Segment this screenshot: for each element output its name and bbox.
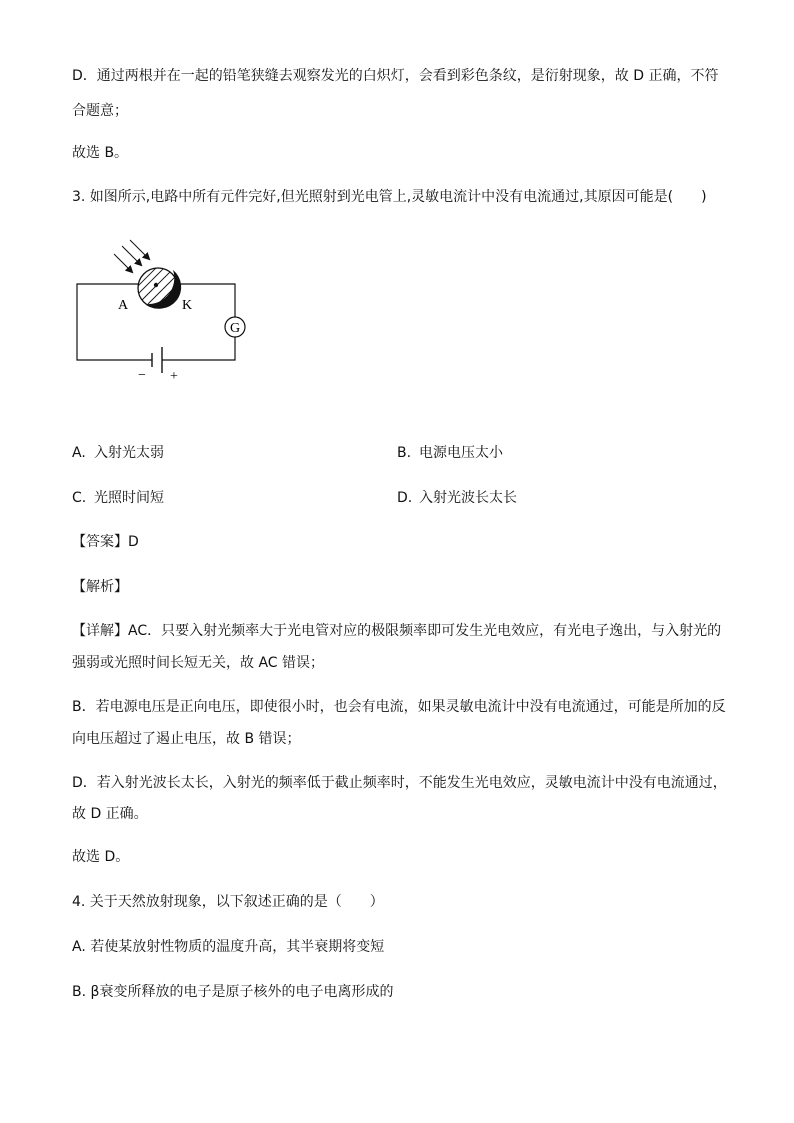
battery-minus-label: − [138, 368, 146, 383]
option-text: 入射光波长太长 [419, 490, 517, 506]
q3-choose: 故选 D。 [72, 849, 130, 865]
anode-label: A [118, 298, 129, 313]
prev-option-d-line2: 合题意； [72, 103, 128, 119]
q3-option-c [72, 488, 164, 508]
battery-icon [152, 347, 162, 373]
q3-detail-1b: 强弱或光照时间长短无关，故 AC 错误； [72, 655, 325, 671]
option-text: 电源电压太小 [419, 445, 503, 461]
option-letter: C. [72, 490, 87, 506]
option-letter: A. [72, 445, 86, 461]
q3-option-a [72, 443, 164, 463]
option-text: 入射光太弱 [94, 445, 164, 461]
option-letter: D. [397, 490, 413, 506]
phototube-icon [136, 258, 181, 309]
prev-choose: 故选 B。 [72, 145, 129, 161]
q4-option-b: B. β衰变所释放的电子是原子核外的电子电离形成的 [72, 984, 394, 1000]
q3-detail-3a: D．若入射光波长太长，入射光的频率低于截止频率时，不能发生光电效应，灵敏电流计中没有电流通过， [72, 775, 727, 791]
galvanometer-label: G [229, 321, 241, 336]
q4-option-a: A. 若使某放射性物质的温度升高，其半衰期将变短 [72, 939, 385, 955]
battery-plus-label: + [170, 369, 178, 384]
prev-option-d-line1: D．通过两根并在一起的铅笔狭缝去观察发光的白炽灯，会看到彩色条纹，是衍射现象，故 D 正确，不符 [72, 68, 719, 84]
q3-detail-3b: 故 D 正确。 [72, 806, 148, 822]
option-letter: B. [397, 445, 412, 461]
cathode-label: K [182, 298, 193, 313]
q3-option-d [397, 488, 517, 508]
q3-analysis-title: 【解析】 [72, 579, 128, 595]
q3-detail-2a: B．若电源电压是正向电压，即使很小时，也会有电流，如果灵敏电流计中没有电流通过，可能是所加的反 [72, 699, 726, 715]
q3-detail-2b: 向电压超过了遏止电压，故 B 错误； [72, 731, 301, 747]
option-text: 光照时间短 [94, 490, 164, 506]
photoelectric-circuit-diagram [70, 232, 260, 392]
q3-stem: 3. 如图所示,电路中所有元件完好,但光照射到光电管上,灵敏电流计中没有电流通过,其原因可能是( ) [72, 189, 707, 205]
q4-stem: 4. 关于天然放射现象，以下叙述正确的是（ ） [72, 894, 384, 910]
incident-light-rays [114, 240, 149, 272]
q3-detail-1a: 【详解】AC．只要入射光频率大于光电管对应的极限频率即可发生光电效应，有光电子逸出，与入射光的 [72, 623, 722, 639]
q3-option-b [397, 443, 503, 463]
q3-answer: 【答案】D [72, 534, 139, 550]
